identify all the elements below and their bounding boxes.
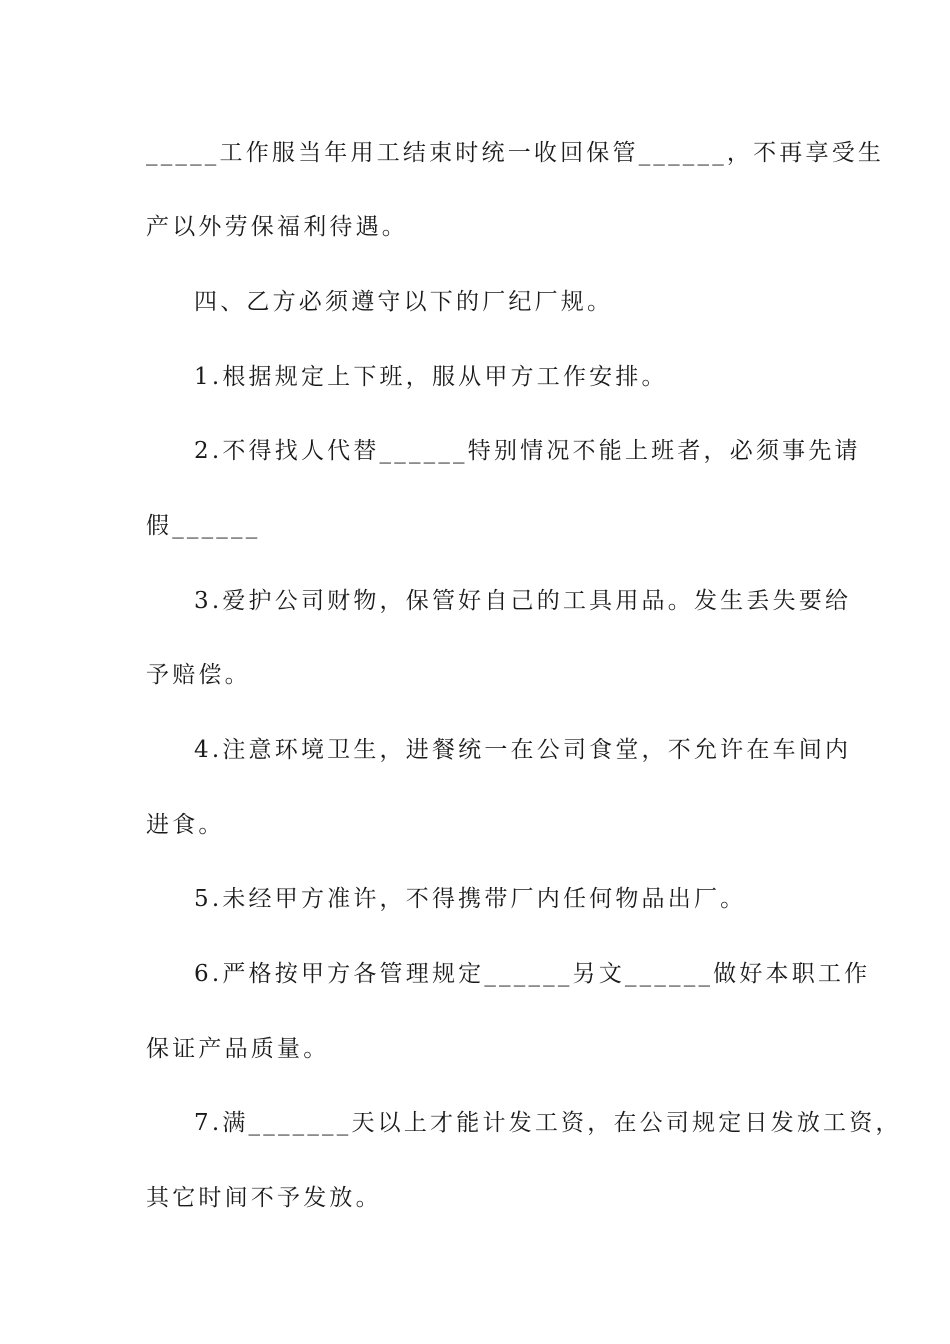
section-heading: 四、乙方必须遵守以下的厂纪厂规。	[194, 289, 614, 315]
text-line: 其它时间不予发放。	[146, 1185, 382, 1211]
text-line: 产以外劳保福利待遇。	[146, 214, 408, 240]
rule-item: 3.爱护公司财物，保管好自己的工具用品。发生丢失要给	[194, 588, 852, 614]
rule-item: 6.严格按甲方各管理规定______另文______做好本职工作	[194, 961, 871, 987]
rule-item: 7.满_______天以上才能计发工资，在公司规定日发放工资，	[194, 1110, 902, 1136]
rule-item: 5.未经甲方准许，不得携带厂内任何物品出厂。	[194, 886, 747, 912]
text-line: 保证产品质量。	[146, 1036, 330, 1062]
text-line: 假______	[146, 513, 261, 539]
rule-item: 1.根据规定上下班，服从甲方工作安排。	[194, 364, 668, 390]
text-line: _____工作服当年用工结束时统一收回保管______，不再享受生	[146, 140, 885, 166]
text-line: 予赔偿。	[146, 662, 251, 688]
text-line: 进食。	[146, 812, 225, 838]
rule-item: 4.注意环境卫生，进餐统一在公司食堂，不允许在车间内	[194, 737, 852, 763]
rule-item: 2.不得找人代替______特别情况不能上班者，必须事先请	[194, 438, 861, 464]
